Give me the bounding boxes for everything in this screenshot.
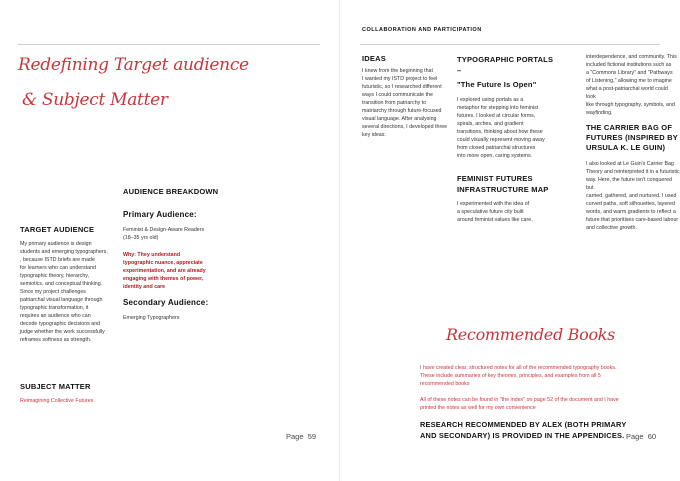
infrastructure-text: I experimented with the idea of a speculative future city built around feminist values like care,	[457, 201, 533, 223]
carrier-bag-text: I also looked at Le Guin's Carrier Bag Theory and reinterpreted it in a futuristic way. Here, the future isn't conquered but carried, gathered, and nurtured. I used curved paths, soft silhouettes, layered words, and warm gradients to reflect a future that prioritises care-based labour and collective growth.	[586, 161, 680, 231]
infrastructure-heading: FEMINIST FUTURES INFRASTRUCTURE MAP	[457, 174, 549, 194]
infrastructure-continued-text: interdependence, and community. This included fictional institutions such as a "Commons Library" and "Pathways of Listening," allowing me to imagine what a post-patriarchal world could look like through typography, symbols, and wayfinding.	[586, 54, 677, 116]
portals-heading: TYPOGRAPHIC PORTALS	[457, 55, 554, 64]
page-title-line2: & Subject Matter	[22, 90, 168, 110]
recommended-para1: I have created clear, structured notes for all of the recommended typography books. These include summaries of key theories, principles, and examples from all 5 recommended books	[420, 365, 617, 387]
primary-audience-heading: Primary Audience:	[123, 210, 197, 219]
secondary-audience-text: Emerging Typographers	[123, 315, 180, 321]
target-audience-text: My primary audience is design students and emerging typographers, , because ISTD briefs are made for learners who can understand typographic theory, hierarchy, semiotics, and conceptual thinking. Since my project challenges patriarchal visual language through typographic transformation, it requires an audience who can decode typographic decisions and judge whether the work successfully reframes softness as strength.	[20, 241, 108, 343]
page-number-left: Page 59	[286, 432, 317, 441]
recommended-books-title: Recommended Books	[446, 325, 616, 344]
page-title-line1: Redefining Target audience	[18, 55, 249, 75]
top-rule	[360, 44, 660, 45]
secondary-audience-heading: Secondary Audience:	[123, 298, 209, 307]
subject-matter-text: Reimagining Collective Futures	[20, 398, 94, 404]
ideas-text: I knew from the beginning that I wanted my ISTD project to feel futuristic, so I researched different ways I could communicate the transition from patriarchy to matriarchy through future-focused visual language. After analysing several directions, I developed three key ideas:	[362, 68, 448, 138]
primary-audience-why: Why: They understand typographic nuance, appreciate experimentation, and are already engaging with themes of power, identity and care	[123, 252, 206, 290]
page-60	[340, 0, 680, 481]
primary-audience-text: Feminist & Design-Aware Readers (18–35 yrs old)	[123, 227, 205, 241]
carrier-bag-heading: THE CARRIER BAG OF FUTURES (INSPIRED BY URSULA K. LE GUIN)	[586, 123, 678, 152]
running-head: COLLABORATION AND PARTICIPATION	[362, 27, 482, 33]
portals-text: I explored using portals as a metaphor for stepping into feminist futures. I looked at circular forms, spirals, arches, and gradient transitions, thinking about how these could visually represent moving away from closed patriarchal structures into more open, caring systems.	[457, 97, 545, 159]
top-rule	[18, 44, 320, 45]
target-audience-heading: TARGET AUDIENCE	[20, 225, 95, 234]
portals-subheading: "The Future Is Open"	[457, 80, 537, 89]
ideas-heading: IDEAS	[362, 54, 386, 63]
subject-matter-heading: SUBJECT MATTER	[20, 382, 91, 391]
recommended-bold-note: RESEARCH RECOMMENDED BY ALEX (BOTH PRIMARY AND SECONDARY) IS PROVIDED IN THE APPENDICES.	[420, 420, 627, 440]
portals-dash: –	[457, 66, 462, 75]
page-number-right: Page 60	[626, 432, 657, 441]
recommended-para2: All of these notes can be found in "the index" on page 52 of the document and I have printed the notes as well for my own convenience	[420, 397, 619, 411]
audience-breakdown-heading: AUDIENCE BREAKDOWN	[123, 187, 219, 196]
